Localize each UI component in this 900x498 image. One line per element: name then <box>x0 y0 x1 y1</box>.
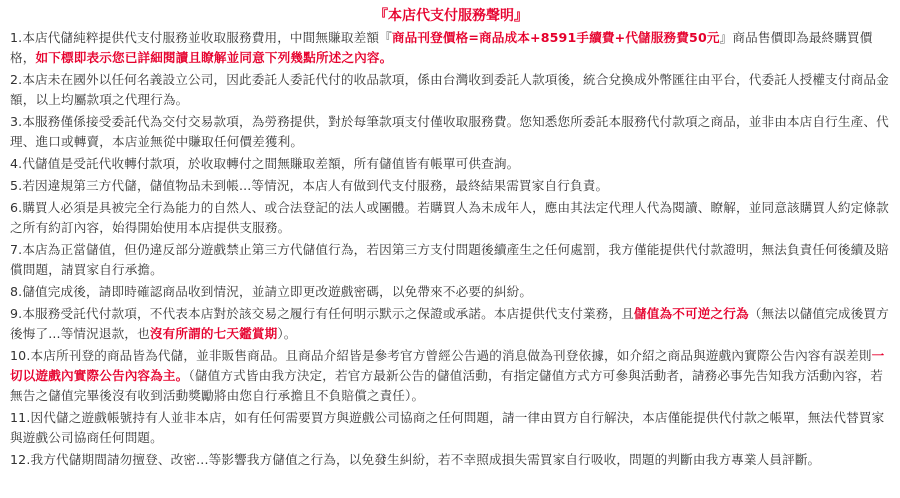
clause-10 <box>10 346 892 406</box>
clause-8: 8.儲值完成後，請即時確認商品收到情況，並請立即更改遊戲密碼，以免帶來不必要的糾紛。 <box>10 284 533 299</box>
clause-9-text-2: （無法以儲值完成後買方後悔了...等情況退款，也 <box>10 306 889 341</box>
clause-11: 11.因代儲之遊戲帳號持有人並非本店，如有任何需要買方與遊戲公司協商之任何問題，請一律由買方自行解決，本店僅能提供代付款之帳單，無法代替買家與遊戲公司協商任何問題。 <box>10 410 885 445</box>
clause-3: 3.本服務僅係接受委託代為交付交易款項，為勞務提供，對於每筆款項支付僅收取服務費。您知悉您所委託本服務代付款項之商品，並非由本店自行生產、代理、進口或轉賣，本店並無從中賺取任何價差獲利。 <box>10 114 889 149</box>
clause-9-text: 9.本服務受託代付款項，不代表本店對於該交易之履行有任何明示默示之保證或承諾。本店提供代支付業務，且 <box>10 306 635 321</box>
price-formula: 商品刊登價格=商品成本+8591手續費+代儲服務費50元 <box>391 30 720 45</box>
agreement-notice: 如下標即表示您已詳細閱讀且瞭解並同意下列幾點所述之內容。 <box>35 50 393 65</box>
clause-5: 5.若因違規第三方代儲，儲值物品未到帳...等情況，本店人有做到代支付服務，最終結果需買家自行負責。 <box>10 178 609 193</box>
clause-10-text: 10.本店所刊登的商品皆為代儲，並非販售商品。且商品介紹皆是參考官方曾經公告過的消息做為刊登依據，如介紹之商品與遊戲內實際公告內容有誤差則 <box>10 348 872 363</box>
clause-6: 6.購買人必須是具被完全行為能力的自然人、或合法登記的法人或團體。若購買人為未成年人，應由其法定代理人代為閱讀、瞭解，並同意該購買人約定條款之所有約訂內容，始得開始使用本店提供支服務。 <box>10 200 889 235</box>
clause-9-text-3: ）。 <box>277 326 297 341</box>
irreversible-notice: 儲值為不可逆之行為 <box>634 306 749 321</box>
no-trial-period-notice: 沒有所謂的七天鑑賞期 <box>149 326 278 341</box>
clause-4: 4.代儲值是受託代收轉付款項，於收取轉付之間無賺取差額，所有儲值皆有帳單可供查詢。 <box>10 156 520 171</box>
clause-9 <box>10 304 892 344</box>
statement-title: 『本店代支付服務聲明』 <box>374 8 528 24</box>
clause-2: 2.本店未在國外以任何名義設立公司，因此委託人委託代付的收品款項，係由台灣收到委託人款項後，統合兌換成外幣匯往由平台，代委託人授權支付商品金額，以上均屬款項之代理行為。 <box>10 72 889 107</box>
clause-10-text-2: （儲值方式皆由我方決定，若官方最新公告的儲值活動，有指定儲值方式方可參與活動者，請務必事先告知我方活動內容，若無告之儲值完畢後沒有收到活動獎勵將由您自行承擔且不負賠償之責任）。 <box>10 368 884 403</box>
clause-7: 7.本店為正當儲值，但仍違反部分遊戲禁止第三方代儲值行為，若因第三方支付問題後續產生之任何處罰，我方僅能提供代付款證明，無法負責任何後續及賠償問題，請買家自行承擔。 <box>10 242 889 277</box>
clause-1-text-2: 』商品售價即為最終購買價格， <box>10 30 873 65</box>
official-announcement-notice: 一切以遊戲內實際公告內容為主。 <box>10 348 885 383</box>
clause-1-text: 1.本店代儲純粹提供代支付服務並收取服務費用，中間無賺取差額『 <box>10 30 392 45</box>
clause-1 <box>10 28 892 68</box>
clause-12: 12.我方代儲期間請勿擅登、改密...等影響我方儲值之行為，以免發生糾紛，若不幸照成損失需買家自行吸收，問題的判斷由我方專業人員評斷。 <box>10 452 821 467</box>
